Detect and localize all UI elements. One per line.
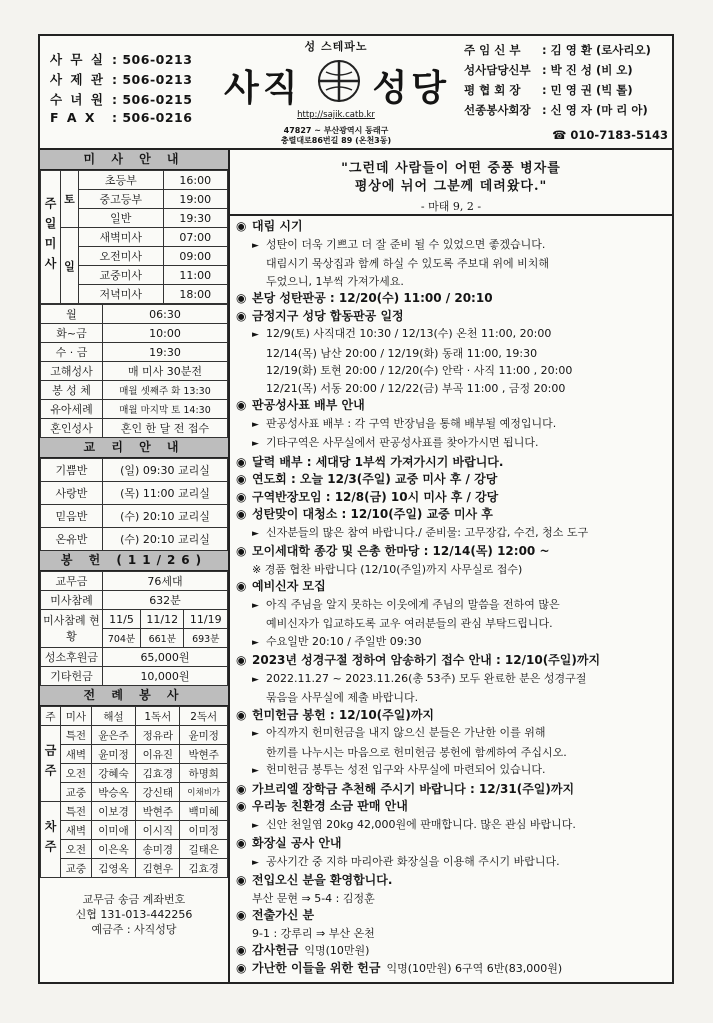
staff-role: 평 협 회 장 [464, 83, 521, 97]
announcement-heading [236, 781, 672, 799]
bullet-icon: ◉ [236, 781, 247, 796]
announcement-heading [236, 308, 672, 326]
table-row [41, 362, 228, 381]
account-holder: 예금주 : 사직성당 [91, 923, 177, 936]
staff-role: 주 임 신 부 [464, 43, 521, 57]
donation-detail: 익명(10만원) 6구역 6반(83,000원) [386, 961, 563, 975]
announcement-detail [236, 724, 672, 744]
mass-time: 16:00 [163, 171, 227, 190]
volunteer-name: 박현주 [180, 745, 228, 764]
phone-number: ☎ 010-7183-5143 [552, 128, 668, 142]
staff-list [464, 42, 674, 148]
sacrament-time: 매월 마지막 토 14:30 [103, 400, 228, 419]
arrow-bullet-icon: ► [252, 637, 259, 648]
masthead [212, 36, 460, 148]
quote-line: 평상에 뉘어 그분께 데려왔다." [354, 179, 548, 194]
table-row [41, 802, 228, 821]
detail-text: 예비신자가 입교하도록 교우 여러분들의 관심 부탁드립니다. [266, 617, 553, 630]
weekday-label: 월 [41, 305, 103, 324]
volunteer-name: 윤은주 [91, 726, 135, 745]
heading-text: 가난한 이들을 위한 헌금 [252, 960, 381, 975]
column-header: 1독서 [136, 707, 180, 726]
heading-text: 대림 시기 [252, 219, 303, 233]
offering-table [40, 571, 228, 686]
announcement-heading [236, 652, 672, 670]
offering-title: 봉 헌 (11/26) [40, 551, 228, 571]
table-row [41, 343, 228, 362]
mass-name: 일반 [79, 209, 164, 228]
announcement-detail [236, 761, 672, 781]
offering-value: 632분 [103, 591, 228, 610]
detail-text: 신자분들의 많은 참여 바랍니다./ 준비물: 고무장갑, 수건, 청소 도구 [266, 525, 589, 539]
mass-schedule-table [40, 170, 228, 304]
announcement-heading [236, 798, 672, 816]
quote-reference: - 마태 9, 2 - [420, 200, 482, 213]
attendance-count: 661분 [140, 629, 184, 648]
heading-text: 2023년 성경구절 정하여 암송하기 접수 안내 : 12/10(주일)까지 [252, 653, 601, 667]
mass-time: 18:00 [163, 285, 227, 304]
contact-value: : 506-0213 [112, 52, 193, 67]
arrow-bullet-icon: ► [252, 600, 259, 611]
detail-text: ※ 경품 협찬 바랍니다 (12/10(주일)까지 사무실로 접수) [252, 562, 523, 576]
announcement-heading [236, 471, 672, 489]
offering-label: 기타헌금 [41, 667, 103, 686]
bank-account-info [40, 878, 228, 937]
volunteer-name: 송미경 [136, 840, 180, 859]
table-row [41, 528, 228, 551]
arrow-bullet-icon: ► [252, 766, 259, 776]
sacrament-label: 봉 성 체 [41, 381, 103, 400]
bulletin-page [38, 34, 674, 984]
detail-text: 12/9(토) 사직대건 10:30 / 12/13(수) 온천 11:00, 20:00 [266, 327, 552, 340]
announcement-heading [236, 960, 672, 978]
mass-name: 중고등부 [79, 190, 164, 209]
arrow-bullet-icon: ► [252, 674, 259, 685]
doctrine-title: 교 리 안 내 [40, 438, 228, 458]
mass-type: 교중 [61, 859, 92, 878]
heading-text: 전출가신 분 [252, 908, 315, 922]
sacrament-label: 혼인성사 [41, 419, 103, 438]
scripture-quote [230, 150, 672, 216]
detail-text: 12/21(목) 서동 20:00 / 12/22(금) 부곡 11:00 , 금정 20:00 [266, 381, 566, 395]
announcement-heading [236, 290, 672, 308]
announcement-detail [236, 415, 672, 435]
next-week-label: 차주 [41, 802, 61, 878]
sunday-mass-label: 주일미사 [41, 171, 61, 304]
heading-text: 우리농 친환경 소금 판매 안내 [252, 799, 408, 813]
detail-text: 12/19(화) 토현 20:00 / 12/20(수) 안락 · 사직 11:00 , 20:00 [266, 364, 573, 377]
cross-logo-icon [316, 58, 362, 104]
contact-label: 사 제 관 [50, 72, 105, 87]
detail-text: 판공성사표 배부 : 각 구역 반장님을 통해 배부될 예정입니다. [266, 416, 557, 430]
announcement-heading [236, 543, 672, 561]
announcement-detail [236, 255, 672, 273]
heading-text: 가브리엘 장학금 추천해 주시기 바랍니다 : 12/31(주일)까지 [252, 781, 575, 796]
table-row [41, 228, 228, 247]
detail-text: 한끼를 나누시는 마음으로 헌미헌금 봉헌에 함께하여 주십시오. [266, 745, 567, 759]
heading-text: 금정지구 성당 합동판공 일정 [252, 308, 404, 323]
offering-label: 교무금 [41, 572, 103, 591]
table-row [41, 840, 228, 859]
class-time: (수) 20:10 교리실 [103, 505, 228, 528]
announcement-detail [236, 853, 672, 873]
class-time: (목) 11:00 교리실 [103, 482, 228, 505]
bullet-icon: ◉ [236, 454, 247, 469]
heading-text: 연도회 : 오늘 12/3(주일) 교중 미사 후 / 강당 [252, 472, 498, 486]
table-row [41, 459, 228, 482]
contact-row [50, 70, 210, 90]
staff-row [464, 42, 674, 62]
table-row [41, 572, 228, 591]
attendance-label: 미사참례 현황 [41, 610, 103, 648]
announcements-column [230, 150, 672, 984]
offering-label: 성소후원금 [41, 648, 103, 667]
announcement-detail [236, 670, 672, 690]
announcement-heading [236, 578, 672, 596]
detail-text: 2022.11.27 ~ 2023.11.26(총 53주) 모두 완료한 분은 성경구절 [266, 671, 587, 685]
mass-type: 오전 [61, 764, 92, 783]
contact-label: 수 녀 원 [50, 92, 105, 107]
arrow-bullet-icon: ► [252, 419, 259, 430]
staff-role: 선종봉사회장 [464, 103, 531, 117]
contact-row [50, 50, 210, 70]
staff-name: : 민 영 권 (빅 톨) [542, 83, 633, 97]
staff-row [464, 82, 674, 102]
contact-label: F A X [50, 110, 97, 125]
announcement-detail [236, 596, 672, 616]
announcement-heading [236, 835, 672, 853]
heading-text: 전입오신 분을 환영합니다. [252, 873, 393, 887]
bullet-icon: ◉ [236, 908, 247, 922]
quote-line: "그런데 사람들이 어떤 중풍 병자를 [341, 161, 561, 176]
table-row [41, 707, 228, 726]
detail-text: 두었으니, 1부씩 가져가세요. [266, 274, 404, 288]
volunteer-name: 이유진 [136, 745, 180, 764]
volunteer-name: 이미애 [91, 821, 135, 840]
arrow-bullet-icon: ► [252, 240, 259, 251]
table-row [41, 305, 228, 324]
heading-text: 화장실 공사 안내 [252, 836, 342, 850]
announcement-detail [236, 236, 672, 256]
volunteer-name: 김현우 [136, 859, 180, 878]
bullet-icon: ◉ [236, 707, 247, 722]
volunteer-name: 백미혜 [180, 802, 228, 821]
attendance-date: 11/5 [103, 610, 141, 629]
column-header: 2독서 [180, 707, 228, 726]
arrow-bullet-icon: ► [252, 528, 259, 539]
announcement-detail [236, 434, 672, 454]
bullet-icon: ◉ [236, 943, 247, 957]
staff-role: 성사담당신부 [464, 63, 531, 77]
contact-row [50, 90, 210, 110]
contact-list [50, 50, 210, 130]
saturday-label: 토 [61, 171, 79, 228]
address-line: 충렬대로86번길 89 (온천3동) [280, 136, 392, 145]
heading-text: 판공성사표 배부 안내 [252, 398, 365, 412]
volunteer-name: 김영옥 [91, 859, 135, 878]
this-week-label: 금주 [41, 726, 61, 802]
detail-text: 9-1 : 강루리 ⇒ 부산 온천 [252, 926, 375, 940]
class-name: 온유반 [41, 528, 103, 551]
mass-time: 07:00 [163, 228, 227, 247]
announcement-list [230, 216, 672, 977]
weekday-time: 19:30 [103, 343, 228, 362]
heading-text: 예비신자 모집 [252, 579, 326, 593]
bullet-icon: ◉ [236, 308, 247, 323]
mass-type: 새벽 [61, 745, 92, 764]
class-name: 기쁨반 [41, 459, 103, 482]
detail-text: 12/14(목) 남산 20:00 / 12/19(화) 동래 11:00, 19:30 [266, 346, 538, 360]
mass-name: 오전미사 [79, 247, 164, 266]
table-row [41, 505, 228, 528]
announcement-detail [236, 689, 672, 707]
attendance-count: 693분 [184, 629, 228, 648]
table-row [41, 591, 228, 610]
mass-type: 교중 [61, 783, 92, 802]
column-header: 주 [41, 707, 61, 726]
table-row [41, 821, 228, 840]
class-time: (수) 20:10 교리실 [103, 528, 228, 551]
weekday-time: 10:00 [103, 324, 228, 343]
volunteer-name: 정유라 [136, 726, 180, 745]
table-row [41, 783, 228, 802]
account-number: 신협 131-013-442256 [75, 908, 193, 921]
sacrament-label: 유아세례 [41, 400, 103, 419]
volunteer-name: 이시직 [136, 821, 180, 840]
announcement-detail [236, 633, 672, 653]
detail-text: 공사기간 중 지하 마리아관 화장실을 이용해 주시기 바랍니다. [266, 854, 560, 868]
announcement-heading [236, 218, 672, 236]
bulletin-header [40, 36, 672, 150]
bullet-icon: ◉ [236, 836, 247, 850]
heading-text: 달력 배부 : 세대당 1부씩 가져가시기 바랍니다. [252, 454, 504, 469]
column-header: 미사 [61, 707, 92, 726]
detail-text: 기타구역은 사무실에서 판공성사표를 찾아가시면 됩니다. [266, 436, 539, 449]
heading-text: 구역반장모임 : 12/8(금) 10시 미사 후 / 강당 [252, 489, 499, 504]
bullet-icon: ◉ [236, 653, 247, 667]
info-column [40, 150, 230, 984]
arrow-bullet-icon: ► [252, 439, 259, 449]
weekday-label: 수 · 금 [41, 343, 103, 362]
table-row [41, 745, 228, 764]
bullet-icon: ◉ [236, 799, 247, 813]
class-name: 믿음반 [41, 505, 103, 528]
detail-text: 아직 주님을 알지 못하는 이웃에게 주님의 말씀을 전하여 많은 [266, 597, 560, 611]
volunteer-name: 박현주 [136, 802, 180, 821]
contact-value: : 506-0216 [112, 110, 193, 125]
mass-type: 새벽 [61, 821, 92, 840]
table-row [41, 324, 228, 343]
heading-text: 헌미헌금 봉헌 : 12/10(주일)까지 [252, 707, 435, 722]
announcement-detail [236, 380, 672, 398]
offering-value: 76세대 [103, 572, 228, 591]
liturgy-service-table [40, 706, 228, 878]
volunteer-name: 박승옥 [91, 783, 135, 802]
announcement-heading [236, 489, 672, 507]
announcement-detail [236, 362, 672, 380]
detail-text: 신안 천일염 20kg 42,000원에 판매합니다. 많은 관심 바랍니다. [266, 817, 576, 831]
column-header: 해설 [91, 707, 135, 726]
mass-name: 저녁미사 [79, 285, 164, 304]
table-row [41, 648, 228, 667]
announcement-heading [236, 397, 672, 415]
detail-text: 수요일반 20:10 / 주일반 09:30 [266, 634, 422, 648]
announcement-detail [236, 890, 672, 908]
heading-text: 감사헌금 [252, 943, 299, 957]
heading-text: 모이세대학 종강 및 은총 한마당 : 12/14(목) 12:00 ~ [252, 544, 550, 558]
sacrament-time: 매월 셋째주 화 13:30 [103, 381, 228, 400]
bullet-icon: ◉ [236, 472, 247, 486]
bullet-icon: ◉ [236, 960, 247, 975]
attendance-date: 11/19 [184, 610, 228, 629]
bullet-icon: ◉ [236, 544, 247, 558]
mass-type: 특전 [61, 726, 92, 745]
announcement-heading [236, 907, 672, 925]
contact-label: 사 무 실 [50, 52, 105, 67]
detail-text: 묶음을 사무실에 제출 바랍니다. [266, 691, 419, 704]
contact-value: : 506-0215 [112, 92, 193, 107]
announcement-heading [236, 506, 672, 524]
patron-saint: 성 스테파노 [304, 40, 368, 53]
weekday-label: 화~금 [41, 324, 103, 343]
volunteer-name: 강혜숙 [91, 764, 135, 783]
announcement-detail [236, 744, 672, 762]
table-row [41, 726, 228, 745]
table-row [41, 419, 228, 438]
heading-text: 성탄맞이 대청소 : 12/10(주일) 교중 미사 후 [252, 507, 493, 521]
bullet-icon: ◉ [236, 579, 247, 593]
announcement-detail [236, 615, 672, 633]
announcement-detail [236, 325, 672, 345]
announcement-heading [236, 872, 672, 890]
announcement-detail [236, 273, 672, 291]
mass-time: 11:00 [163, 266, 227, 285]
announcement-detail [236, 524, 672, 544]
volunteer-name: 김효경 [136, 764, 180, 783]
announcement-detail [236, 816, 672, 836]
volunteer-name: 이은옥 [91, 840, 135, 859]
volunteer-name: 윤미정 [180, 726, 228, 745]
parish-title [212, 56, 460, 110]
arrow-bullet-icon: ► [252, 330, 259, 340]
detail-text: 성탄이 더욱 기쁘고 더 잘 준비 될 수 있었으면 좋겠습니다. [266, 237, 546, 251]
mass-time: 19:30 [163, 209, 227, 228]
staff-name: : 박 진 성 (비 오) [542, 63, 633, 77]
table-row [41, 171, 228, 190]
table-row [41, 764, 228, 783]
bullet-icon: ◉ [236, 398, 247, 412]
mass-schedule-title: 미 사 안 내 [40, 150, 228, 170]
contact-row [50, 110, 210, 130]
volunteer-name: 김효경 [180, 859, 228, 878]
detail-text: 대림시기 묵상집과 함께 하실 수 있도록 주보대 위에 비치해 [266, 257, 549, 270]
sunday-label: 일 [61, 228, 79, 304]
announcement-heading [236, 942, 672, 960]
announcement-detail [236, 561, 672, 579]
contact-value: : 506-0213 [112, 72, 193, 87]
staff-row [464, 102, 674, 122]
account-title: 교무금 송금 계좌번호 [82, 893, 186, 906]
bullet-icon: ◉ [236, 219, 247, 233]
arrow-bullet-icon: ► [252, 729, 259, 739]
sacrament-time: 혼인 한 달 전 접수 [103, 419, 228, 438]
staff-row [464, 62, 674, 82]
detail-text: 헌미헌금 봉투는 성전 입구와 사무실에 마련되어 있습니다. [266, 763, 546, 776]
mass-type: 특전 [61, 802, 92, 821]
volunteer-name: 길태은 [180, 840, 228, 859]
title-left: 사직 [224, 68, 302, 109]
donation-detail: 익명(10만원) [304, 944, 370, 957]
title-right: 성당 [372, 68, 450, 109]
sacrament-time: 매 미사 30분전 [103, 362, 228, 381]
table-row [41, 482, 228, 505]
weekday-time: 06:30 [103, 305, 228, 324]
mass-time: 19:00 [163, 190, 227, 209]
offering-label: 미사참례 [41, 591, 103, 610]
arrow-bullet-icon: ► [252, 857, 259, 868]
attendance-date: 11/12 [140, 610, 184, 629]
class-name: 사랑반 [41, 482, 103, 505]
announcement-detail [236, 345, 672, 363]
volunteer-name: 강신태 [136, 783, 180, 802]
table-row [41, 667, 228, 686]
bullet-icon: ◉ [236, 291, 247, 305]
volunteer-name: 이보경 [91, 802, 135, 821]
heading-text: 본당 성탄판공 : 12/20(수) 11:00 / 20:10 [252, 291, 493, 305]
attendance-count: 704분 [103, 629, 141, 648]
table-row [41, 400, 228, 419]
sacrament-label: 고해성사 [41, 362, 103, 381]
address-line: 47827 ~ 부산광역시 동래구 [283, 126, 389, 135]
table-row [41, 381, 228, 400]
staff-name: : 신 영 자 (마 리 아) [542, 103, 648, 117]
mass-name: 교중미사 [79, 266, 164, 285]
volunteer-name: 이채비가 [180, 783, 228, 802]
announcement-heading [236, 707, 672, 725]
website-link[interactable]: http://sajik.catb.kr [297, 110, 375, 120]
mass-name: 초등부 [79, 171, 164, 190]
mass-time: 09:00 [163, 247, 227, 266]
table-row [41, 610, 228, 629]
volunteer-name: 하명희 [180, 764, 228, 783]
detail-text: 부산 문현 ⇒ 5-4 : 김정훈 [252, 891, 375, 905]
announcement-heading [236, 454, 672, 472]
volunteer-name: 이미정 [180, 821, 228, 840]
liturgy-service-title: 전 례 봉 사 [40, 686, 228, 706]
weekday-mass-table [40, 304, 228, 438]
table-row [41, 859, 228, 878]
announcement-detail [236, 925, 672, 943]
bullet-icon: ◉ [236, 507, 247, 521]
class-time: (일) 09:30 교리실 [103, 459, 228, 482]
arrow-bullet-icon: ► [252, 820, 259, 831]
bullet-icon: ◉ [236, 873, 247, 887]
detail-text: 아직까지 헌미헌금을 내지 않으신 분들은 가난한 이를 위해 [266, 726, 546, 739]
address [212, 126, 460, 146]
mass-name: 새벽미사 [79, 228, 164, 247]
offering-value: 65,000원 [103, 648, 228, 667]
doctrine-table [40, 458, 228, 551]
bullet-icon: ◉ [236, 489, 247, 504]
offering-value: 10,000원 [103, 667, 228, 686]
staff-name: : 김 영 환 (로사리오) [542, 43, 651, 57]
volunteer-name: 윤미정 [91, 745, 135, 764]
mass-type: 오전 [61, 840, 92, 859]
